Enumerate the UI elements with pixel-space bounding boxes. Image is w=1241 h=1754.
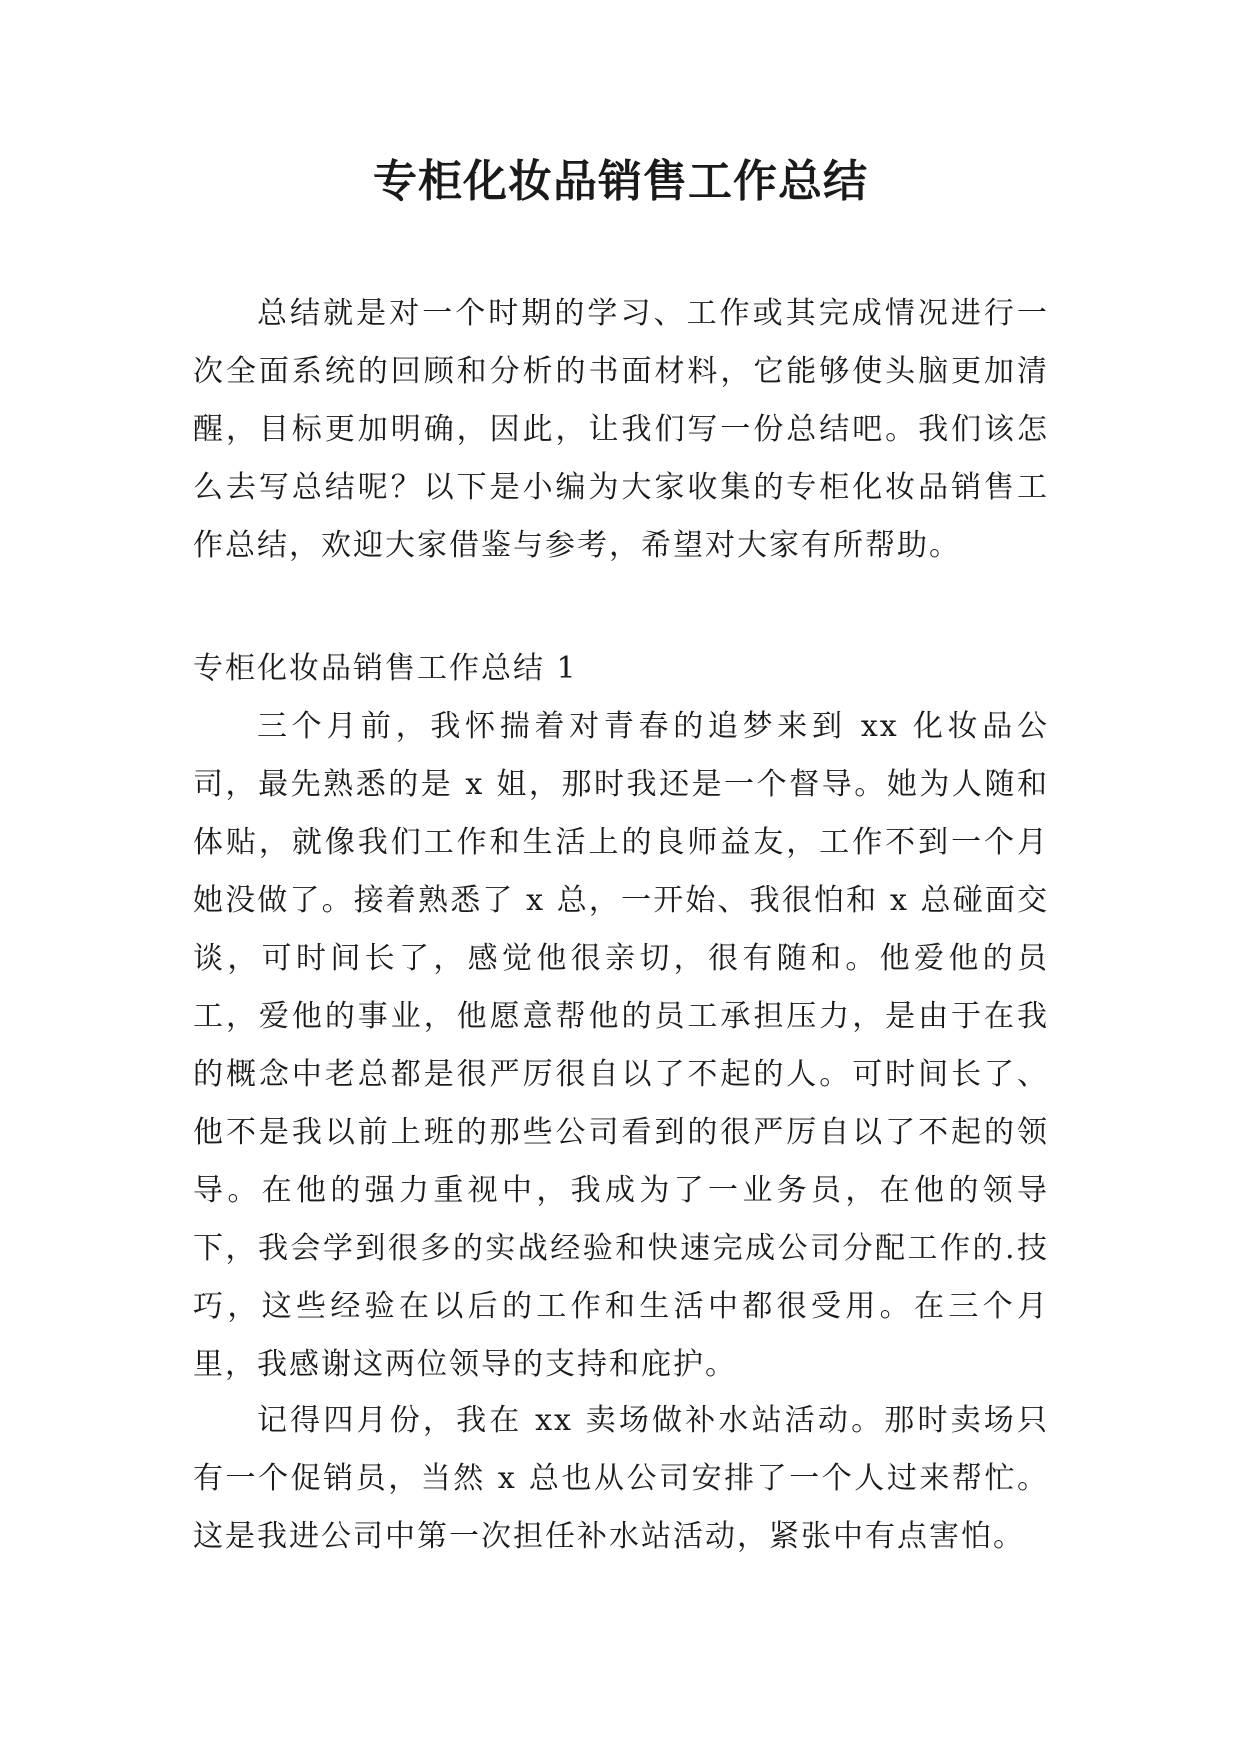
intro-paragraph: 总结就是对一个时期的学习、工作或其完成情况进行一次全面系统的回顾和分析的书面材料，它能够使头脑更加清醒，目标更加明确，因此，让我们写一份总结吧。我们该怎么去写总结呢？以下是小编为大家收集的专柜化妆品销售工作总结，欢迎大家借鉴与参考，希望对大家有所帮助。 (193, 296, 1049, 563)
section-heading: 专柜化妆品销售工作总结 1 (193, 651, 578, 686)
body-paragraph: 三个月前，我怀揣着对青春的追梦来到 xx 化妆品公司，最先熟悉的是 x 姐，那时我还是一个督导。她为人随和体贴，就像我们工作和生活上的良师益友，工作不到一个月她没做了。接着熟悉了 x 总，一开始、我很怕和 x 总碰面交谈，可时间长了，感觉他很亲切，很有随和。他爱他的员工，爱他的事业，他愿意帮他的员工承担压力，是由于在我的概念中老总都是很严厉很自以了不起的人。可时间长了、他不是我以前上班的那些公司看到的很严厉自以了不起的领导。在他的强力重视中，我成为了一业务员，在他的领导下，我会学到很多的实战经验和快速完成公司分配工作的.技巧，这些经验在以后的工作和生活中都很受用。在三个月里，我感谢这两位领导的支持和庇护。 (193, 709, 1049, 1382)
body-paragraph: 记得四月份，我在 xx 卖场做补水站活动。那时卖场只有一个促销员，当然 x 总也从公司安排了一个人过来帮忙。这是我进公司中第一次担任补水站活动，紧张中有点害怕。 (193, 1403, 1049, 1554)
document-title: 专柜化妆品销售工作总结 (373, 156, 868, 207)
